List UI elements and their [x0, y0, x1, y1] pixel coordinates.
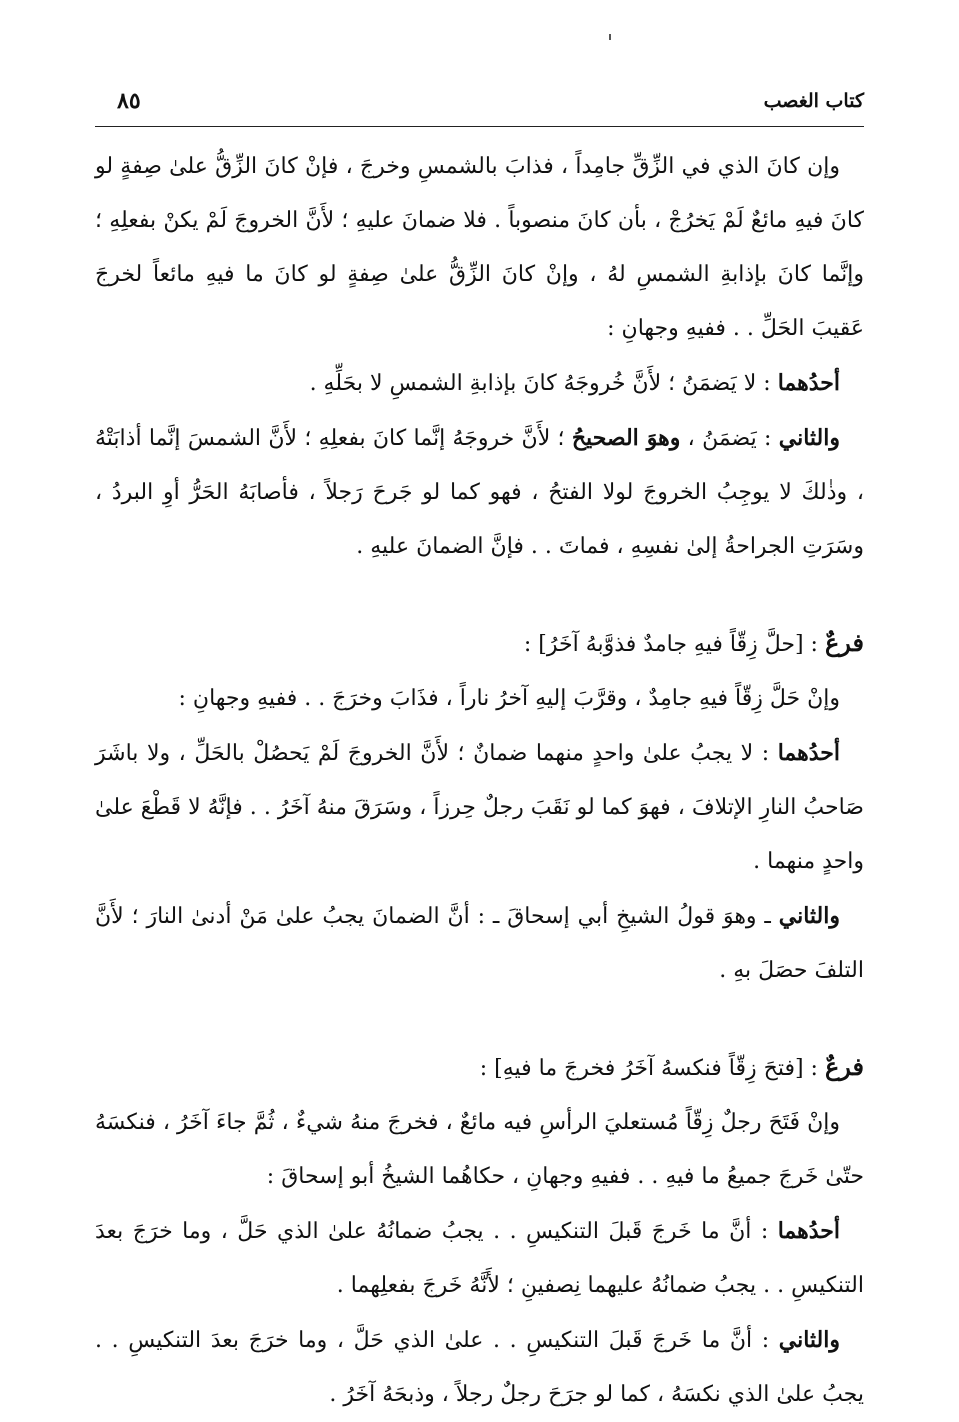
opinion-label: والثاني	[778, 903, 840, 929]
paragraph	[95, 1204, 864, 1313]
paragraph	[95, 726, 864, 889]
page-body	[95, 140, 864, 1422]
header-rule	[95, 126, 864, 127]
paragraph-text: : لا يَضمَنُ ؛ لأَنَّ خُروجَهُ كانَ بإذابةِ الشمسِ لا بحَلِّهِ .	[309, 371, 778, 396]
paragraph	[95, 356, 864, 411]
page-number: ٨٥	[117, 88, 141, 114]
paragraph-text: وإنْ حَلَّ زِقّاً فيهِ جامِدٌ ، وقرَّبَ إليهِ آخرُ ناراً ، فذَابَ وخرَجَ . . ففيهِ وجهانِ :	[178, 686, 840, 711]
paragraph	[95, 1096, 864, 1204]
section-gap	[95, 998, 864, 1040]
paragraph	[95, 889, 864, 998]
paragraph-text: ـ وهوَ قولُ الشيخِ أبي إسحاقَ ـ : أنَّ الضمانَ يجبُ علىٰ مَنْ أدنىٰ النارَ ؛ لأَنَّ التلفَ حصَلَ بهِ .	[95, 904, 864, 983]
paragraph-text: وإنْ فَتَحَ رجلٌ زِقّاً مُستعليَ الرأسِ فيه مائعٌ ، فخرجَ منهُ شيءٌ ، ثُمَّ جاءَ آخَرُ ، فنكسَهُ حتّىٰ خَرجَ جميعُ ما فيهِ . . ففيهِ وجهانِ ، حكاهُما الشيخُ أبو إسحاقَ :	[95, 1110, 864, 1189]
paragraph-text: ؛ لأَنَّ خروجَهُ إنَّما كانَ بفعلِهِ ؛ لأَنَّ الشمسَ إنَّما أذابَتْهُ ، وذٰلكَ لا يوجِبُ الخروجَ لولا الفتحُ ، فهو كما لو جَرحَ رَجلاً ، فأصابَهُ الحَرُّ أوِ البردُ ، وسَرَتِ الجراحةُ إلىٰ نفسِهِ ، فماتَ . . فإنَّ الضمانَ عليهِ .	[95, 426, 864, 559]
section-gap	[95, 574, 864, 616]
print-mark	[609, 34, 611, 40]
branch-heading	[95, 616, 864, 672]
paragraph	[95, 672, 864, 726]
paragraph-text: : لا يجبُ علىٰ واحدٍ منهما ضمانٌ ؛ لأَنَّ الخروجَ لَمْ يَحصُلْ بالحَلِّ ، ولا باشَرَ صَاحبُ النارِ الإتلافَ ، فهوَ كما لو نَقَبَ رجلٌ حِرزاً ، وسَرَقَ منهُ آخَرُ . . فإنَّهُ لا قَطْعَ علىٰ واحدٍ منهما .	[95, 741, 864, 874]
paragraph	[95, 140, 864, 356]
emphasis-text: وهوَ الصحيحُ	[571, 425, 681, 451]
page-header	[95, 88, 864, 128]
opinion-label: أحدُهما	[777, 370, 840, 396]
paragraph-text: : يَضمَنُ ،	[680, 426, 779, 451]
opinion-label: والثاني	[778, 1327, 840, 1353]
branch-label: فرعٌ	[824, 628, 864, 657]
branch-title: : [حلَّ زِقّاً فيهِ جامدٌ فذوَّبهُ آخَرُ] :	[523, 632, 825, 657]
paragraph-text: : أنَّ ما خَرجَ قَبلَ التنكيسِ . . يجبُ ضمانُهُ علىٰ الذي حَلَّ ، وما خرَجَ بعدَ التنكيسِ . . يجبُ ضمانُهُ عليهما نِصفينِ ؛ لأَنَّهُ خَرجَ بفعلِهما .	[95, 1219, 864, 1298]
branch-label: فرعٌ	[824, 1052, 864, 1081]
paragraph	[95, 411, 864, 574]
branch-title: : [فتحَ زِقّاً فنكسهُ آخَرُ فخرجَ ما فيهِ] :	[479, 1056, 825, 1081]
paragraph-text: وإن كانَ الذي في الزِّقِّ جامِداً ، فذابَ بالشمسِ وخرجَ ، فإنْ كانَ الزِّقُّ علىٰ صِفةٍ لو كانَ فيهِ مائعٌ لَمْ يَخرُجْ ، بأن كانَ منصوباً . فلا ضمانَ عليهِ ؛ لأَنَّ الخروجَ لَمْ يكنْ بفعلِهِ ؛ وإنَّما كانَ بإذابةِ الشمسِ لهُ ، وإنْ كانَ الزِّقُّ علىٰ صِفةٍ لو كانَ ما فيهِ مائعاً لخرجَ عَقيبَ الحَلِّ . . ففيهِ وجهانِ :	[95, 154, 864, 341]
opinion-label: أحدُهما	[777, 740, 840, 766]
paragraph	[95, 1313, 864, 1422]
opinion-label: أحدُهما	[777, 1218, 840, 1244]
branch-heading	[95, 1040, 864, 1096]
running-head: كتاب الغصب	[763, 90, 864, 112]
opinion-label: والثاني	[778, 425, 840, 451]
paragraph-text: : أنَّ ما خَرجَ قَبلَ التنكيسِ . . علىٰ الذي حَلَّ ، وما خرَجَ بعدَ التنكيسِ . . يجبُ علىٰ الذي نكسَهُ ، كما لو جرَحَ رجلٌ رجلاً ، وذبحَهُ آخَرُ .	[95, 1328, 864, 1407]
